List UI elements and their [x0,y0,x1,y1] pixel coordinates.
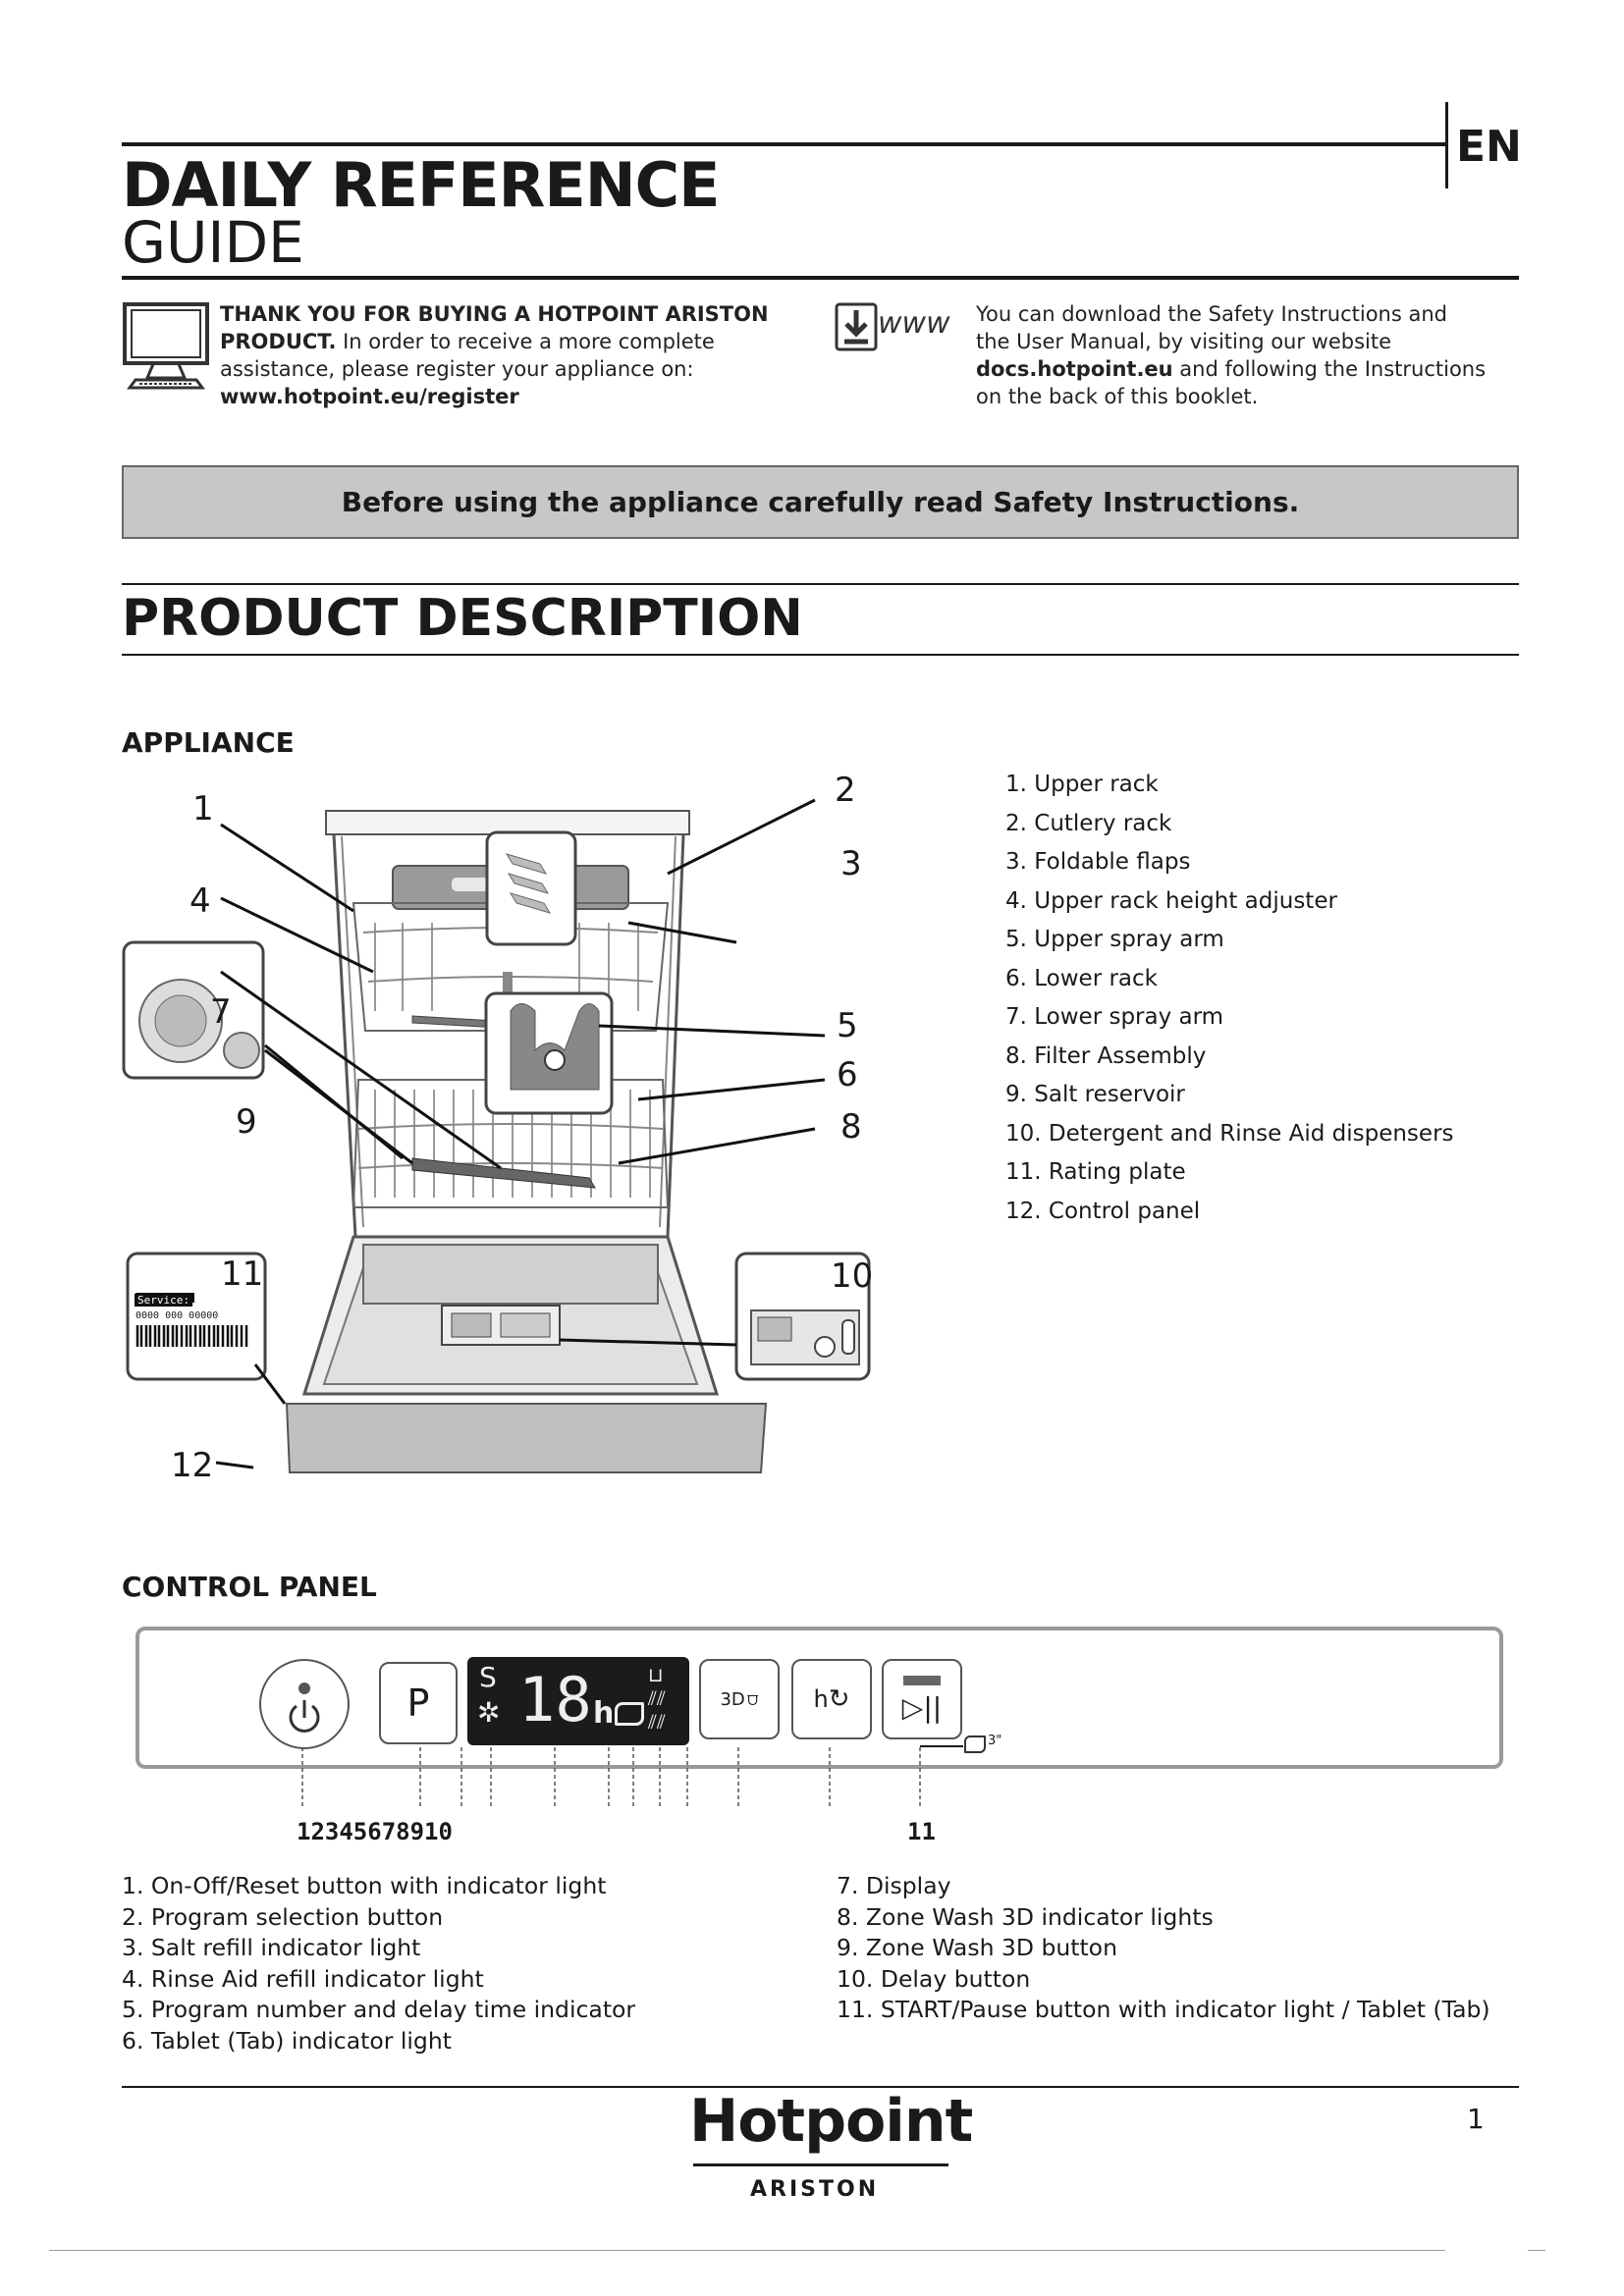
list-item: 2. Program selection button [122,1902,444,1931]
monitor-icon [122,301,210,392]
list-item: 7. Lower spray arm [1005,1004,1224,1030]
download-text-1: You can download the Safety Instructions and the User Manual, by visiting our website [976,302,1447,353]
delay-hour-indicator: h [593,1696,615,1731]
tablet-hint-text: 3" [988,1734,1002,1748]
list-item: 3. Foldable flaps [1005,849,1191,875]
callout-10: 10 [831,1256,874,1296]
display [467,1657,689,1745]
callout-12: 12 [171,1446,214,1485]
list-item: 5. Program number and delay time indicator [122,1996,636,2024]
list-item: 2. Cutlery rack [1005,810,1172,836]
callout-1: 1 [192,789,214,828]
appliance-heading: APPLIANCE [122,726,295,759]
control-number-row: 12345678910 [297,1818,453,1845]
callout-9: 9 [236,1102,257,1142]
list-item: 1. On-Off/Reset button with indicator light [122,1872,607,1899]
header-vertical-rule [1445,102,1448,188]
docs-link[interactable]: docs.hotpoint.eu [976,357,1173,381]
control-panel-heading: CONTROL PANEL [122,1571,377,1603]
page-subtitle: GUIDE [122,209,304,276]
zone-wash-basket-icon: ⩌ [746,1688,759,1710]
list-item: 10. Detergent and Rinse Aid dispensers [1005,1120,1454,1147]
delay-button[interactable] [791,1659,872,1739]
delay-label: h [813,1685,829,1713]
bottom-edge-rule [49,2250,1445,2251]
list-item: 6. Lower rack [1005,965,1158,991]
list-item: 7. Display [837,1872,951,1899]
section-title: PRODUCT DESCRIPTION [122,589,803,648]
language-code: EN [1456,122,1522,172]
callout-8: 8 [840,1107,862,1147]
page-title: DAILY REFERENCE [122,149,720,221]
salt-indicator-icon: S [479,1661,497,1693]
list-item: 11. Rating plate [1005,1159,1186,1185]
tablet-hint-icon [964,1735,986,1753]
callout-2: 2 [835,771,856,810]
download-text-2: and following the Instructions on the back of this booklet. [976,357,1487,408]
program-button[interactable] [379,1662,458,1744]
control-number-eleven: 11 [907,1818,936,1845]
register-link[interactable]: www.hotpoint.eu/register [220,385,519,408]
play-pause-icon: ▷|| [901,1690,943,1724]
tablet-indicator-icon [615,1702,644,1726]
list-item: 10. Delay button [837,1964,1031,1993]
www-label: www [878,306,950,341]
brand-sub-logo: ARISTON [750,2177,880,2202]
list-item: 9. Zone Wash 3D button [837,1934,1117,1962]
thanks-bold: THANK YOU FOR BUYING A HOTPOINT ARISTON PRODUCT. [220,302,769,353]
list-item: 5. Upper spray arm [1005,927,1224,952]
start-pause-indicator-light [903,1676,941,1685]
dishwasher-diagram [118,775,884,1492]
clock-icon: ↻ [828,1684,850,1714]
list-item: 4. Upper rack height adjuster [1005,887,1337,914]
list-item: 4. Rinse Aid refill indicator light [122,1964,484,1993]
section-top-rule [122,583,1519,585]
callout-3: 3 [840,844,862,883]
panel-leader-lines [295,1737,962,1816]
program-number-display: 18 [518,1664,592,1735]
download-text [976,300,1487,410]
brand-underline [693,2163,948,2166]
power-icon [261,1661,348,1747]
power-button[interactable] [259,1659,350,1749]
callout-6: 6 [837,1055,858,1095]
control-list-left [122,1871,829,2057]
list-item: 3. Salt refill indicator light [122,1934,421,1962]
rinse-aid-indicator-icon: ✲ [477,1696,501,1729]
control-list-right [837,1871,1524,2026]
callout-5: 5 [837,1006,858,1045]
list-item: 8. Filter Assembly [1005,1042,1207,1069]
callout-7: 7 [210,992,232,1032]
page-number: 1 [1467,2103,1485,2135]
list-item: 12. Control panel [1005,1198,1201,1224]
list-item: 11. START/Pause button with indicator light / Tablet (Tab) [837,1996,1490,2024]
rating-plate-service-label: Service: [135,1294,192,1307]
header-bottom-rule [122,276,1519,280]
section-bottom-rule [122,654,1519,656]
callout-4: 4 [189,881,211,921]
start-pause-button[interactable] [882,1659,962,1739]
zone-wash-3d-label: 3D [720,1688,745,1710]
thanks-text: In order to receive a more complete assistance, please register your appliance on: [220,330,715,381]
list-item: 1. Upper rack [1005,772,1159,797]
list-item: 6. Tablet (Tab) indicator light [122,2026,452,2055]
header-top-rule [122,142,1447,146]
parts-list [1005,766,1555,1231]
brand-logo: Hotpoint [689,2087,973,2156]
zone-wash-indicator-icon: ⊔ ⫽⫽ ⫽⫽ [648,1663,666,1734]
zone-wash-3d-button[interactable] [699,1659,780,1739]
list-item: 9. Salt reservoir [1005,1082,1185,1107]
bottom-edge-dash [1528,2250,1545,2251]
program-button-label: P [406,1682,430,1725]
callout-11: 11 [221,1255,264,1294]
safety-banner: Before using the appliance carefully read Safety Instructions. [122,465,1519,539]
list-item: 8. Zone Wash 3D indicator lights [837,1902,1214,1931]
rating-plate-number: 0000 000 00000 [135,1310,219,1321]
register-text [220,300,770,410]
